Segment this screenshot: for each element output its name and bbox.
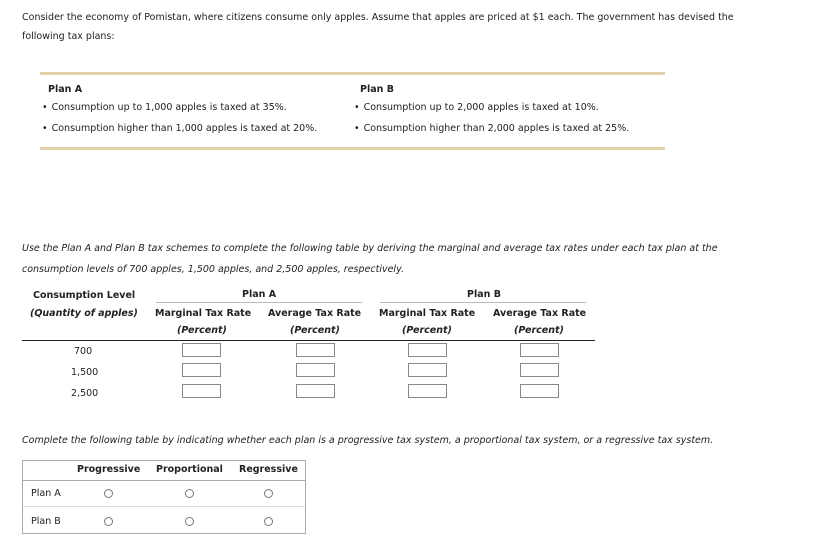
- plan-a-bullet-2: • Consumption higher than 1,000 apples is taxed at 20%.: [42, 123, 317, 134]
- table-instructions: [22, 238, 782, 280]
- plan-b-marginal-1500-input[interactable]: [408, 363, 447, 377]
- plan-a-marginal-unit: (Percent): [177, 325, 227, 336]
- plan-a-marginal-1500-input[interactable]: [182, 363, 221, 377]
- plan-b-header: Plan B: [467, 289, 501, 300]
- classify-instructions: Complete the following table by indicating whether each plan is a progressive tax system, a proportional tax system, or a regressive tax system.: [22, 435, 714, 446]
- plan-b-average-header: Average Tax Rate: [493, 308, 587, 319]
- plan-b-marginal-700-input[interactable]: [408, 343, 447, 357]
- plan-b-average-700-input[interactable]: [520, 343, 559, 357]
- proportional-header: Proportional: [156, 464, 223, 475]
- plan-a-header: Plan A: [242, 289, 277, 300]
- tax-plans-box: [40, 72, 665, 150]
- plan-b-title: Plan B: [360, 84, 394, 95]
- plan-a-marginal-2500-input[interactable]: [182, 384, 221, 398]
- plan-a-average-700-input[interactable]: [296, 343, 335, 357]
- plan-b-marginal-2500-input[interactable]: [408, 384, 447, 398]
- plan-b-progressive-radio[interactable]: [104, 517, 113, 526]
- plan-a-proportional-radio[interactable]: [185, 489, 194, 498]
- consumption-header: Consumption Level: [33, 290, 136, 301]
- instructions-line-1: Use the Plan A and Plan B tax schemes to complete the following table by deriving the marginal and average tax rates under each tax plan at the: [22, 243, 718, 254]
- plan-a-regressive-radio[interactable]: [264, 489, 273, 498]
- instructions-line-2: consumption levels of 700 apples, 1,500 apples, and 2,500 apples, respectively.: [22, 264, 404, 275]
- class-row-plan-a-label: Plan A: [31, 488, 61, 499]
- plan-b-bullet-1: • Consumption up to 2,000 apples is taxed at 10%.: [354, 102, 599, 113]
- table-header-rule: [22, 340, 595, 341]
- intro-line-2: following tax plans:: [22, 31, 115, 42]
- plan-a-bullet-1: • Consumption up to 1,000 apples is taxed at 35%.: [42, 102, 287, 113]
- plan-a-marginal-header: Marginal Tax Rate: [155, 308, 252, 319]
- plan-a-progressive-radio[interactable]: [104, 489, 113, 498]
- plan-b-average-unit: (Percent): [514, 325, 564, 336]
- plan-a-average-header: Average Tax Rate: [268, 308, 362, 319]
- plan-b-marginal-unit: (Percent): [402, 325, 452, 336]
- intro-text: [22, 8, 762, 46]
- plan-b-marginal-header: Marginal Tax Rate: [379, 308, 476, 319]
- regressive-header: Regressive: [239, 464, 298, 475]
- row-1500-label: 1,500: [71, 367, 99, 378]
- plan-a-average-2500-input[interactable]: [296, 384, 335, 398]
- progressive-header: Progressive: [77, 464, 141, 475]
- row-2500-label: 2,500: [71, 388, 99, 399]
- plan-b-average-2500-input[interactable]: [520, 384, 559, 398]
- plan-a-average-unit: (Percent): [290, 325, 340, 336]
- plan-b-proportional-radio[interactable]: [185, 517, 194, 526]
- classification-table: [22, 460, 306, 534]
- plan-a-marginal-700-input[interactable]: [182, 343, 221, 357]
- plan-b-regressive-radio[interactable]: [264, 517, 273, 526]
- plan-b-rule: [380, 302, 586, 303]
- intro-line-1: Consider the economy of Pomistan, where citizens consume only apples. Assume that apples are priced at $1 each. The government has devised the: [22, 12, 734, 23]
- consumption-subheader: (Quantity of apples): [30, 308, 138, 319]
- row-700-label: 700: [74, 346, 93, 357]
- plan-a-rule: [156, 302, 362, 303]
- plan-a-title: Plan A: [48, 84, 83, 95]
- class-row-plan-b-label: Plan B: [31, 516, 61, 527]
- plan-b-average-1500-input[interactable]: [520, 363, 559, 377]
- plan-a-average-1500-input[interactable]: [296, 363, 335, 377]
- class-row-divider: [23, 506, 305, 507]
- plan-b-bullet-2: • Consumption higher than 2,000 apples is taxed at 25%.: [354, 123, 629, 134]
- class-header-rule: [23, 480, 305, 481]
